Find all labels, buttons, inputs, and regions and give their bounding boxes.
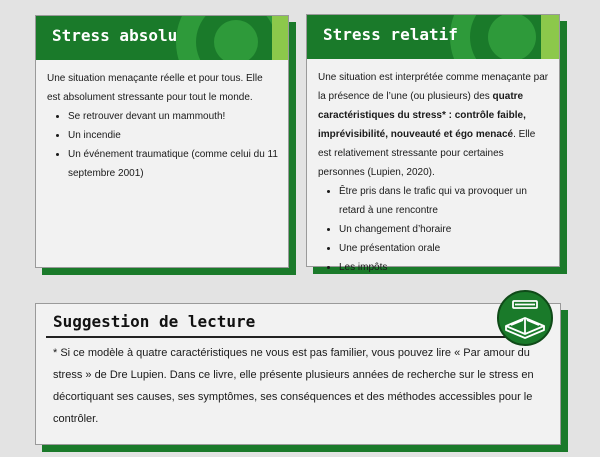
reading-text: * Si ce modèle à quatre caractéristiques ne vous est pas familier, vous pouvez lire « Par amour du stress » de Dre Lupien. Dans ce livre, elle présente plusieurs années de recherche sur le stress en décortiquant ses causes, ses symptômes, ses conséquences et des méthodes accessibles pour le contrôler. — [53, 347, 534, 425]
list-item: • Un incendie — [68, 126, 278, 145]
card-body — [36, 60, 288, 267]
card-header — [307, 15, 559, 59]
intro-start: Une situation est interprétée comme menaçante par la présence de l’une (ou plusieurs) des — [318, 72, 549, 102]
reading-title: Suggestion de lecture — [53, 312, 256, 331]
reading-suggestion-card — [35, 303, 561, 445]
card-body — [307, 59, 559, 273]
stress-relatif-card — [306, 14, 560, 273]
card-title: Stress absolu — [52, 26, 178, 45]
intro-end: . Elle est relativement stressante pour certaines personnes (Lupien, 2020). — [318, 129, 536, 178]
example-list — [318, 182, 549, 277]
title-underline — [46, 336, 530, 338]
card-title: Stress relatif — [323, 25, 458, 44]
card-header — [36, 16, 288, 60]
list-item: • Être pris dans le trafic qui va provoquer un retard à une rencontre — [339, 182, 549, 220]
intro-bold: quatre caractéristiques du stress* : contrôle faible, imprévisibilité, nouveauté et égo menacé — [318, 91, 526, 140]
open-book-icon — [497, 290, 553, 346]
example-list — [47, 107, 278, 183]
list-item: • Les impôts — [339, 258, 549, 277]
stress-absolu-card — [35, 15, 289, 268]
list-item: • Un événement traumatique (comme celui du 11 septembre 2001) — [68, 145, 278, 183]
card-intro: Une situation menaçante réelle et pour tous. Elle est absolument stressante pour tout le monde. — [47, 73, 263, 103]
list-item: • Se retrouver devant un mammouth! — [68, 107, 278, 126]
list-item: • Un changement d’horaire — [339, 220, 549, 239]
list-item: • Une présentation orale — [339, 239, 549, 258]
card-intro — [318, 68, 549, 182]
